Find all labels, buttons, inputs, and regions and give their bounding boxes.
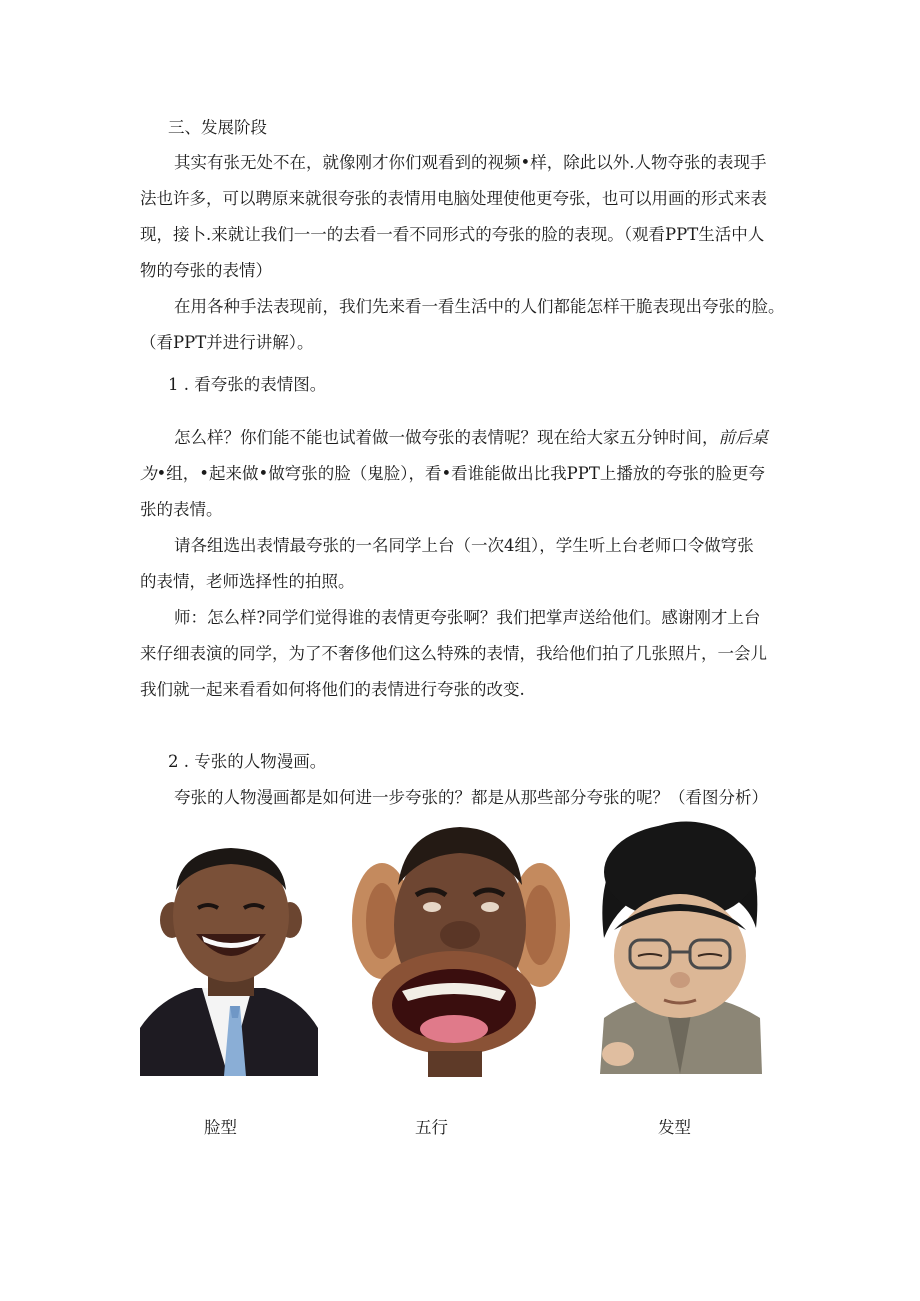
para1-line3: 现，接卜.来就让我们一一的去看一看不同形式的夸张的脸的表现。（观看PPT生活中人 xyxy=(140,225,765,244)
para5-line2: 来仔细表演的同学，为了不奢侈他们这么特殊的表情，我给他们拍了几张照片，一会儿 xyxy=(140,644,767,663)
para3-line2-main: 组，•起来做•做穹张的脸（鬼脸），看•看谁能做出比我PPT上播放的夸张的脸更夸 xyxy=(166,464,765,483)
para6: 夸张的人物漫画都是如何进一步夸张的？都是从那些部分夸张的呢？（看图分析） xyxy=(174,788,768,807)
para3-line2 xyxy=(140,464,765,484)
para2-line1: 在用各种手法表现前，我们先来看一看生活中的人们都能怎样干脆表现出夸张的脸。 xyxy=(174,297,785,316)
para1-line2: 法也许多，可以聘原来就很夸张的表情用电脑处理使他更夸张，也可以用画的形式来表 xyxy=(140,189,767,208)
para5-line1: 师：怎么样?同学们觉得谁的表情更夸张啊？我们把掌声送给他们。感谢刚才上台 xyxy=(174,608,761,627)
para3-line2-italic: 为• xyxy=(140,464,167,483)
item1-heading: 1 . 看夸张的表情图。 xyxy=(168,375,327,394)
para1-line1: 其实有张无处不在，就像刚才你们观看到的视频•样，除此以外.人物夺张的表现手 xyxy=(174,153,767,172)
para3-line1-main: 怎么样？你们能不能也试着做一做夸张的表情呢？现在给大家五分钟时间， xyxy=(174,428,719,447)
caption-face-shape: 脸型 xyxy=(204,1118,237,1137)
caption-facial-features: 五行 xyxy=(415,1118,448,1137)
photo-facial-features xyxy=(350,825,572,1077)
para3-line3: 张的表情。 xyxy=(140,500,223,519)
item2-heading: 2 . 专张的人物漫画。 xyxy=(168,752,327,771)
para4-line2: 的表情，老师选择性的拍照。 xyxy=(140,572,355,591)
para5-line3: 我们就一起来看看如何将他们的表情进行夸张的改变. xyxy=(140,680,525,699)
para3-line1 xyxy=(174,428,768,448)
caption-hairstyle: 发型 xyxy=(658,1118,691,1137)
para4-line1: 请各组选出表情最夸张的一名同学上台（一次4组），学生听上台老师口令做穹张 xyxy=(174,536,754,555)
para3-line1-italic: 前后桌 xyxy=(718,428,768,447)
para2-line2: （看PPT并进行讲解）。 xyxy=(140,333,314,352)
para1-line4: 物的夸张的表情） xyxy=(140,261,272,280)
photo-face-shape xyxy=(140,838,320,1076)
section-heading: 三、发展阶段 xyxy=(168,118,267,137)
photo-hairstyle xyxy=(594,818,764,1074)
